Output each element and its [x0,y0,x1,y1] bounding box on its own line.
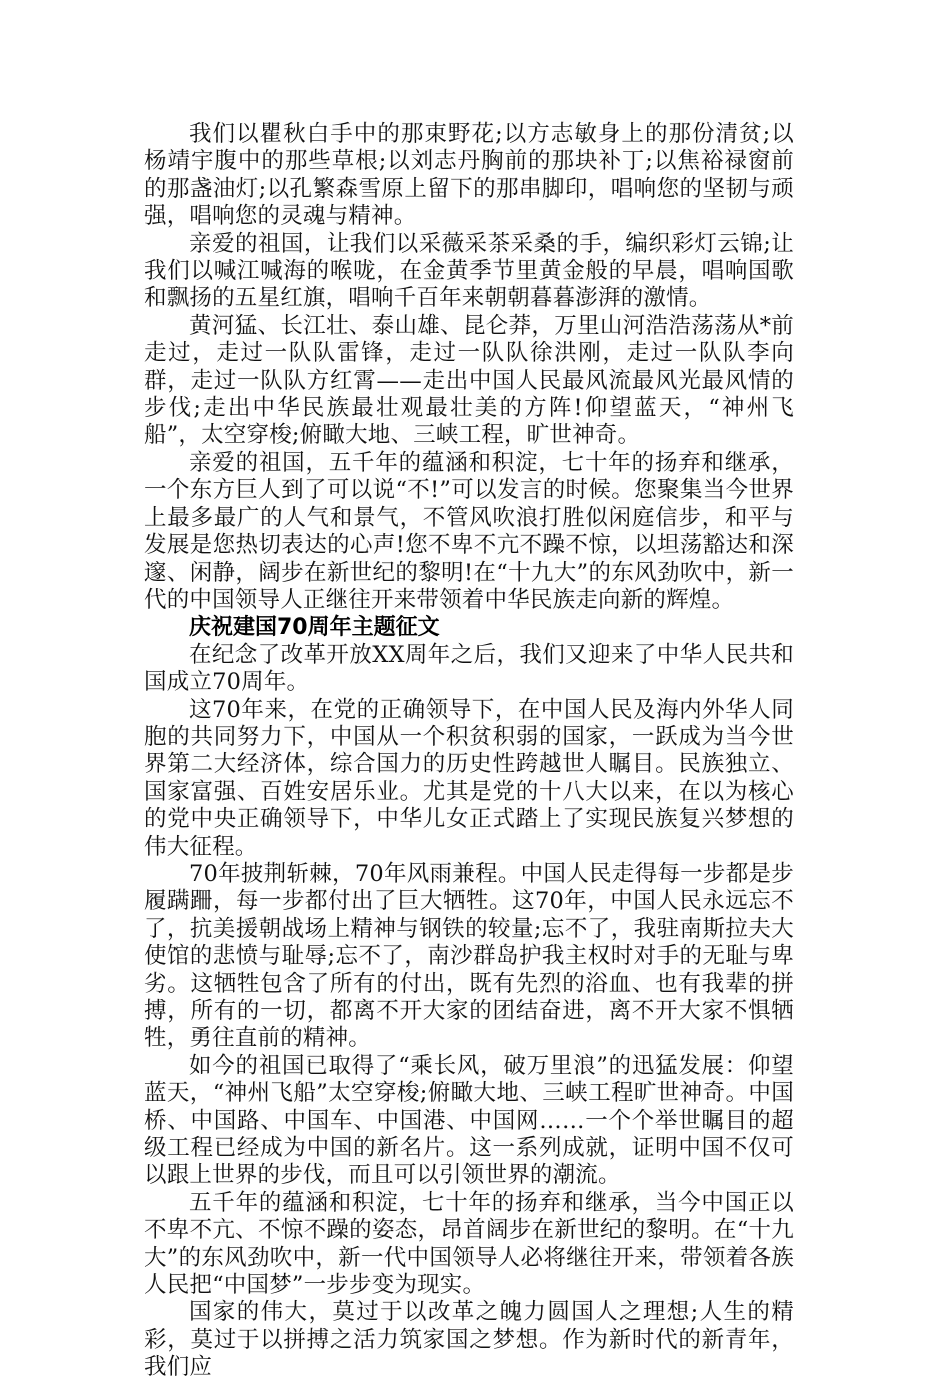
paragraph: 黄河猛、长江壮、泰山雄、昆仑莽，万里山河浩浩荡荡从*前走过，走过一队队雷锋，走过一队队徐洪刚，走过一队队李向群，走过一队队方红霄——走出中国人民最风流最风光最风情的步伐;走出中华民族最壮观最壮美的方阵!仰望蓝天，“神州飞船”，太空穿梭;俯瞰大地、三峡工程，旷世神奇。 [144,312,794,449]
paragraph: 五千年的蕴涵和积淀，七十年的扬弃和继承，当今中国正以不卑不亢、不惊不躁的姿态，昂首阔步在新世纪的黎明。在“十九大”的东风劲吹中，新一代中国领导人必将继往开来，带领着各族人民把“中国梦”一步步变为现实。 [144,1189,794,1299]
paragraph: 如今的祖国已取得了“乘长风，破万里浪”的迅猛发展：仰望蓝天，“神州飞船”太空穿梭;俯瞰大地、三峡工程旷世神奇。中国桥、中国路、中国车、中国港、中国网……一个个举世瞩目的超级工程已经成为中国的新名片。这一系列成就，证明中国不仅可以跟上世界的步伐，而且可以引领世界的潮流。 [144,1052,794,1189]
section-heading: 庆祝建国70周年主题征文 [189,615,440,641]
paragraph: 这70年来，在党的正确领导下，在中国人民及海内外华人同胞的共同努力下，中国从一个积贫积弱的国家，一跃成为当今世界第二大经济体，综合国力的历史性跨越世人瞩目。民族独立、国家富强、百姓安居乐业。尤其是党的十八大以来，在以为核心的党中央正确领导下，中华儿女正式踏上了实现民族复兴梦想的伟大征程。 [144,696,794,860]
paragraph: 亲爱的祖国，让我们以采薇采茶采桑的手，编织彩灯云锦;让我们以喊江喊海的喉咙，在金黄季节里黄金般的早晨，唱响国歌和飘扬的五星红旗，唱响千百年来朝朝暮暮澎湃的激情。 [144,230,794,312]
paragraph: 在纪念了改革开放XX周年之后，我们又迎来了中华人民共和国成立70周年。 [144,641,794,696]
paragraph: 我们以瞿秋白手中的那束野花;以方志敏身上的那份清贫;以杨靖宇腹中的那些草根;以刘志丹胸前的那块补丁;以焦裕禄窗前的那盏油灯;以孔繁森雪原上留下的那串脚印，唱响您的坚韧与顽强，唱响您的灵魂与精神。 [144,121,794,230]
document-body [144,121,794,1382]
paragraph: 70年披荆斩棘，70年风雨兼程。中国人民走得每一步都是步履蹒跚，每一步都付出了巨大牺牲。这70年，中国人民永远忘不了，抗美援朝战场上精神与钢铁的较量;忘不了，我驻南斯拉夫大使馆的悲愤与耻辱;忘不了，南沙群岛护我主权时对手的无耻与卑劣。这牺牲包含了所有的付出，既有先烈的浴血、也有我辈的拼搏，所有的一切，都离不开大家的团结奋进，离不开大家不惧牺牲，勇往直前的精神。 [144,860,794,1052]
paragraph: 亲爱的祖国，五千年的蕴涵和积淀，七十年的扬弃和继承，一个东方巨人到了可以说“不!”可以发言的时候。您聚集当今世界上最多最广的人气和景气，不管风吹浪打胜似闲庭信步，和平与发展是您热切表达的心声!您不卑不亢不躁不惊，以坦荡豁达和深邃、闲静，阔步在新世纪的黎明!在“十九大”的东风劲吹中，新一代的中国领导人正继往开来带领着中华民族走向新的辉煌。 [144,449,794,613]
paragraph: 国家的伟大，莫过于以改革之魄力圆国人之理想;人生的精彩，莫过于以拼搏之活力筑家国之梦想。作为新时代的新青年，我们应 [144,1299,794,1381]
